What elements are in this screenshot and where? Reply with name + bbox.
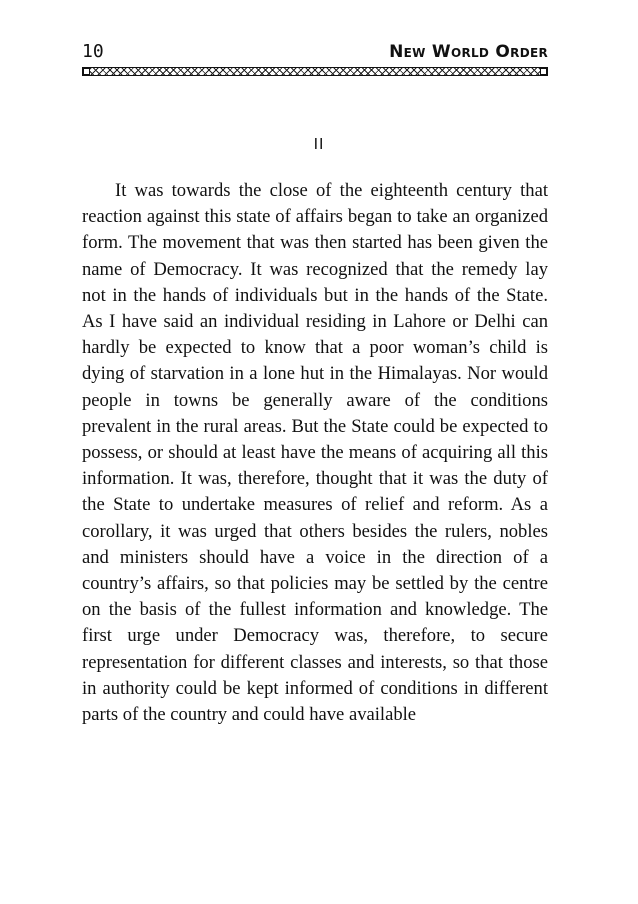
ornament-left-cap bbox=[83, 68, 90, 75]
section-number: II bbox=[313, 135, 325, 153]
decorative-border-rule bbox=[82, 67, 548, 76]
page-header bbox=[82, 38, 548, 64]
ornament-right-cap bbox=[540, 68, 547, 75]
body-paragraph: It was towards the close of the eighteenth century that reaction against this state of affairs began to take an organized form. The movement that was then started has been given the name of Democracy. It was recognized that the remedy lay not in the hands of individuals but in the hands of the State. As I have said an individual residing in Lahore or Delhi can hardly be expected to know that a poor woman’s child is dying of starvation in a lone hut in the Himalayas. Nor would people in towns be generally aware of the conditions prevalent in the rural areas. But the State could be expected to possess, or should at least have the means of acquiring all this information. It was, therefore, thought that it was the duty of the State to undertake measures of relief and reform. As a corollary, it was urged that others besides the rulers, nobles and ministers should have a voice in the direction of a country’s affairs, so that policies may be settled by the centre on the basis of the fullest information and knowledge. The first urge under Democracy was, therefore, to secure representation for different classes and interests, so that those in authority could be kept informed of conditions in different parts of the country and could have available bbox=[82, 180, 548, 726]
running-title: New World Order bbox=[389, 42, 548, 62]
page-number: 10 bbox=[82, 41, 104, 62]
